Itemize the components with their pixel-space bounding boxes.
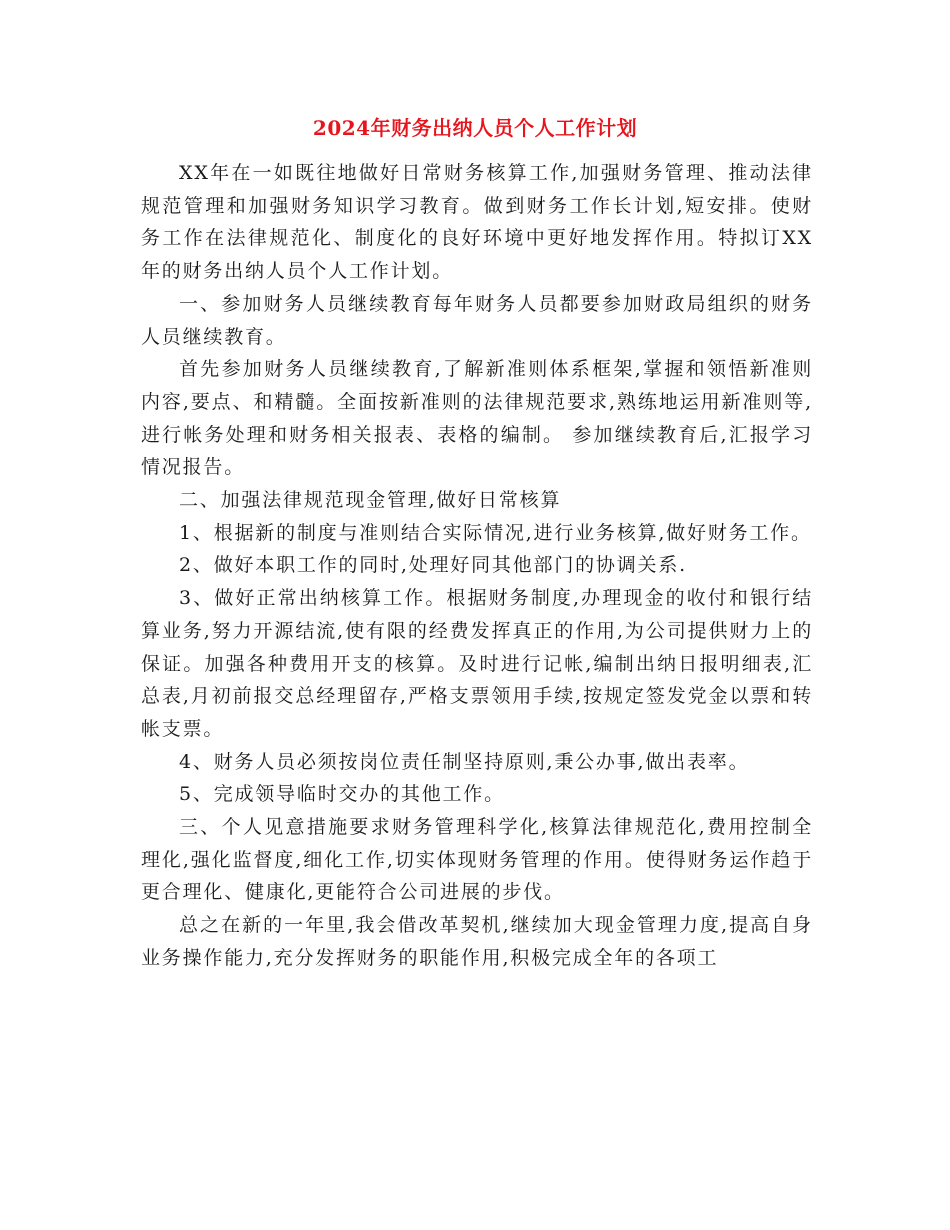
paragraph: 5、完成领导临时交办的其他工作。: [179, 783, 505, 806]
paragraph: 1、根据新的制度与准则结合实际情况,进行业务核算,做好财务工作。: [179, 521, 812, 544]
paragraph: 首先参加财务人员继续教育,了解新准则体系框架,掌握和领悟新准则内容,要点、和精髓。全面按新准则的法律规范要求,熟练地运用新准则等,进行帐务处理和财务相关报表、表格的编制。 参加继续教育后,汇报学习情况报告。: [141, 358, 813, 479]
paragraph: 三、个人见意措施要求财务管理科学化,核算法律规范化,费用控制全理化,强化监督度,细化工作,切实体现财务管理的作用。使得财务运作趋于更合理化、健康化,更能符合公司进展的步伐。: [141, 816, 813, 904]
paragraph: 总之在新的一年里,我会借改革契机,继续加大现金管理力度,提高自身业务操作能力,充分发挥财务的职能作用,积极完成全年的各项工: [141, 914, 813, 969]
paragraph: 3、做好正常出纳核算工作。根据财务制度,办理现金的收付和银行结算业务,努力开源结流,使有限的经费发挥真正的作用,为公司提供财力上的保证。加强各种费用开支的核算。及时进行记帐,编制出纳日报明细表,汇总表,月初前报交总经理留存,严格支票领用手续,按规定签发党金以票和转帐支票。: [141, 587, 813, 740]
paragraph: XX年在一如既往地做好日常财务核算工作,加强财务管理、推动法律规范管理和加强财务知识学习教育。做到财务工作长计划,短安排。使财务工作在法律规范化、制度化的良好环境中更好地发挥作用。特拟订XX年的财务出纳人员个人工作计划。: [141, 162, 813, 283]
document-title: 2024年财务出纳人员个人工作计划: [312, 116, 638, 140]
document-body: [141, 157, 813, 975]
paragraph: 2、做好本职工作的同时,处理好同其他部门的协调关系.: [179, 554, 687, 577]
paragraph: 4、财务人员必须按岗位责任制坚持原则,秉公办事,做出表率。: [179, 750, 750, 773]
paragraph: 二、加强法律规范现金管理,做好日常核算: [179, 489, 562, 512]
paragraph: 一、参加财务人员继续教育每年财务人员都要参加财政局组织的财务人员继续教育。: [141, 292, 813, 348]
